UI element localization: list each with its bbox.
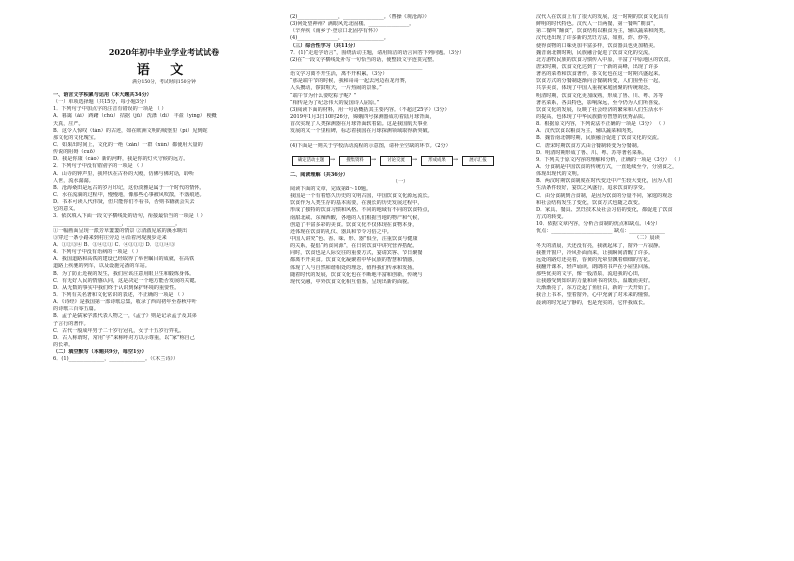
text-line: 传说的阻碍（cuō） (53, 149, 98, 156)
text-line: 道路上疾驰的列车，以及设施完备的车站。 (53, 263, 150, 270)
text-line: 的关系，提倡“药食同源”，在日常饮食中讲究营养搭配。 (290, 243, 418, 250)
text-line: 6．(1)______________，______________。（《木兰诗》） (53, 356, 179, 363)
text-line: 还体现在饮食的礼仪、器具和节令习俗之中。 (290, 228, 392, 235)
text-line: （一） (392, 178, 409, 185)
text-line: (3)阅读下面的材料，用一句话概括其主要内容。（不超过25字）（3分） (290, 106, 450, 113)
text-line: A．山寺的钟声里，我拜伏在古朴的大殿，仿佛与佛对话，聆听 (53, 170, 195, 177)
text-line: ____________________________________________________ (290, 63, 423, 70)
text-line: 我合上书本，望着窗外，心中充满了对未来的憧憬。 (536, 292, 654, 299)
flow-step: 形成成果 (421, 156, 453, 166)
text-line: D．家具、餐具、烹饪技术及社会习俗的变化，都促进了饮食 (536, 206, 673, 213)
text-line: 都离不开美食。饮食文化凝聚着中华民族的智慧和情感， (290, 257, 418, 264)
text-line: 使得食物的口味更加丰富多样，饮食器具也更加精美。 (536, 42, 659, 49)
text-line: B．沧海桑田是远古的岁月印记，这份淡雅是属于一个时代的情怀。 (53, 184, 205, 191)
text-line: （一）单项选择题（共15分，每小题3分） (53, 99, 150, 106)
text-line: 北方游牧民族的饮食习惯传入中原，丰富了中原地区的饮食。 (536, 56, 674, 63)
exam-meta: 满分150分，考试时间150分钟 (132, 80, 196, 85)
text-line: 魏晋南北朝时期，民族融合促进了饮食文化的交流， (536, 49, 654, 56)
arrow-icon: → (371, 155, 377, 163)
text-line: ③穿过一条小路来到村庄旁边 ④沿着河堤漫步走来 (53, 234, 167, 241)
text-line: “那是端午节的时候，我和哥哥一起去河边看龙舟赛， (290, 78, 410, 85)
text-line: 饮食文化的发展，反映了社会经济的繁荣和人们生活水平 (536, 106, 664, 113)
text-line: 形成了独特的饮食习惯和风格。不同的地域有不同的饮食特点， (290, 207, 433, 214)
flow-step: 确定活动主题 (292, 156, 330, 166)
text-line: 的长辈。 (53, 341, 74, 348)
text-line: 人世，流水潺潺。 (53, 177, 94, 184)
section-heading: （三）综合性学习（共11分） (290, 42, 359, 49)
text-line: 那些优美的文字，像一股清泉，流进我的心田， (536, 271, 643, 278)
arrow-icon: → (412, 155, 418, 163)
arrow-icon: → (453, 155, 459, 163)
column-1-body (53, 92, 275, 363)
text-line: D．我是你康（cáo）新的河畔，我是你的灯火守候的远方。 (53, 156, 189, 163)
text-line: “端午节为什么要吃粽子呢？” (290, 92, 357, 99)
text-line: 明清时期，饮食文化更加成熟，形成了鲁、川、粤、苏等 (536, 92, 664, 99)
text-line: B．孟子是儒家学派代表人物之一，《孟子》则是记录孟子及其弟 (53, 313, 197, 320)
text-line: A．《诗经》是我国第一部诗歌总集，收录了西周初年至春秋中叶 (53, 299, 197, 306)
column-3 (536, 14, 758, 555)
text-line: 4．下列句子中没有语病的一项是 （ ） (53, 249, 141, 256)
text-line: 同时，饮食也是人际交往的重要方式，宴请宾客、节日聚餐 (290, 250, 423, 257)
text-line: 2．下列句子中没有错别字的一项是 （ ） (53, 163, 147, 170)
text-line: 人头攒动，锣鼓喧天，一片热闹的景象。” (290, 85, 382, 92)
text-line: 5．下列有关名著和文化常识的表述，不正确的一项是 （ ） (53, 291, 187, 298)
text-line: 优点：________________________ 缺点：______________ (536, 228, 665, 235)
flow-step: 搜集资料 (339, 156, 371, 166)
text-line: 创造了丰富多彩的美食。饮食文化不仅体现在食物本身， (290, 221, 418, 228)
text-line: 那文化的文化瑰宝。 (53, 134, 99, 141)
text-line: 晨读的时光是宁静的，也是充实的，它伴我成长。 (536, 299, 649, 306)
text-line: 10．依据文章内容，分析合食制的优点和缺点。（4分） (536, 221, 661, 228)
text-line: A．分食制是中国饮食的传统方式，一直延续至今，分别食之， (536, 163, 678, 170)
text-line: 随着时代的发展，饮食文化也在不断地丰富和创新，传统与 (290, 271, 423, 278)
text-line: 我推开窗户，冷风扑面而来，让我瞬间清醒了许多。 (536, 249, 654, 256)
text-line: 汉代人在饮食上有了很大的发展，这一时期的饮食文化具有 (536, 14, 669, 20)
text-line: 现代交融，中外饮食文化相互借鉴，呈现出新的面貌。 (290, 278, 413, 285)
text-line: 3．依次填入下面一段文字横线处的语句，衔接最恰当的一项是（ ） (53, 213, 206, 220)
text-line: (2)在“一段文字横线处补写一句恰当的话，使整段文字连贯完整。 (290, 56, 438, 63)
text-line: 体现出现代的文明。 (536, 171, 582, 178)
text-line: (3)何处望神州？满眼风光北固楼。________________。 (290, 21, 415, 28)
text-line: 7．(1)“走进学语言”，围绕活动主题，请用简洁的语言回答下列问题。（3分） (290, 49, 465, 56)
flow-step: 讨论交流 (380, 156, 412, 166)
text-line: B．魏晋南北朝时期，民族融合促进了饮食文化的交流。 (536, 135, 662, 142)
text-line: 冬天的清晨，天还没有亮，我就起床了，窗外一片寂静。 (536, 242, 664, 249)
text-line: 9．下列关于原文内容的理解和分析，正确的一项是（3分） （ ） (536, 156, 684, 163)
text-line: C．由分食制到合食制，是因为饮食的分量不同，家庭的观念 (536, 192, 673, 199)
arrow-icon: → (330, 155, 336, 163)
text-line: (4)________________，________________。 (290, 35, 389, 42)
column-2-body (290, 14, 511, 286)
text-line: A．我国道路和高铁的建设已经取得了举世瞩目的成就，在高铁 (53, 256, 195, 263)
text-line: 唐宋时期，饮食文化达到了一个新的高峰，出现了许多 (536, 63, 659, 70)
text-line: 和社会结构发生了变化，饮食方式也随之改变。 (536, 199, 643, 206)
text-line: 8．根据原文内容，下列说法不正确的一项是（3分） （ ） (536, 121, 668, 128)
text-line: C．有无好人民的情感认同，这是决定一个地方能否发展的关键。 (53, 277, 200, 284)
exam-title: 2020年初中毕业学业考试试卷 (108, 47, 220, 57)
text-line: 第二餐叫“餔食”，饮食结构以粮食为主，辅以蔬菜和肉类。 (536, 28, 669, 35)
text-line: 1．下列句子中加点字的注音有错误的一项是 （ ） (53, 106, 167, 113)
text-line: D．书本可读人代伟贤，但只能你们不看书，否则书籍就会失去 (53, 199, 195, 206)
text-line: 共享美食，体现了中国人重视家庭团聚的传统观念。 (536, 85, 654, 92)
text-line: A．暮霭（ǎi） 踌躇（chú） 拮据（jū） 洗涤（dí） 丰盈（yíng） 梗概 (53, 113, 217, 120)
text-line: D．明清时期形成了鲁、川、粤、苏等著名菜系。 (536, 149, 648, 156)
text-line: B．两汉时期饮食制度在时代变迁中产生较大变化，因为人们 (536, 178, 673, 185)
text-line: 我翻开课本，轻声诵读，朗朗的书声在小屋里回荡。 (536, 263, 654, 270)
column-3-body (536, 14, 758, 307)
flow-step: 展示汇报 (462, 156, 494, 166)
text-line: ___________________________，___________________。 (53, 220, 181, 227)
section-heading: 二、阅读理解（共36分） (290, 171, 349, 178)
text-line: 天真，庄严。 (53, 120, 84, 127)
text-line: 著名的菜肴和饮食著作，茶文化也在这一时期兴盛起来。 (536, 71, 664, 78)
text-line: 汉代还出现了许多新的烹饪方法，如煎、炸、炒等， (536, 35, 654, 42)
text-line: 我国是一个有着悠久历史的文明古国，中国饮食文化源远流长。 (290, 193, 433, 200)
text-line: 的诗歌三百零五篇。 (53, 306, 99, 313)
text-line: 中国人讲究“色、香、味、形、器”俱全，注重饮食与健康 (290, 235, 418, 242)
text-line: 子言行的著作。 (53, 320, 89, 327)
text-line: C．唐宋时期饮食方式由合餐制转变为分餐制。 (536, 142, 642, 149)
text-line: 它的意义。 (53, 206, 79, 213)
flow-diagram (290, 154, 511, 168)
text-line: “相传是为了纪念伟大的爱国诗人屈原。” (290, 99, 380, 106)
text-line: C．古代一般成年男子二十岁行冠礼，女子十五岁行笄礼。 (53, 327, 185, 334)
text-line: 著名菜系，各具特色，影响深远，至今仍为人们所喜爱。 (536, 99, 664, 106)
text-line: 生活条件较好，宴饮之风盛行，追求饮食的享受。 (536, 185, 649, 192)
text-line: 阅读下面的文章，完成第8～10题。 (290, 185, 372, 192)
column-1 (53, 14, 275, 555)
text-line: D．从无数的事实中我们终于认识到保护环境的重要性。 (53, 284, 180, 291)
text-line: 发展的又一个里程碑，标志着我国在月球探测领域取得新突破。 (290, 128, 433, 135)
text-line: C．如果出时间上，文化的一绝（zǎn）一群（xún）都使用大量的 (53, 141, 203, 148)
text-line: （二）晨读 (634, 235, 660, 242)
text-line: B．为了防止近视的发生，我们应该注意用眼卫生和锻炼身体。 (53, 270, 195, 277)
text-line: ____________________________________________________ (290, 135, 423, 142)
text-line: ①一幅画面呈现一派芳草萋萋的情景 ②清澈见底的溪水映出 (53, 227, 188, 234)
text-line: 语文学习离不开生活，离不开积累。（3分） (290, 71, 388, 78)
text-line: 饮食方式的分餐制逐渐向合餐制转变，人们围坐在一起， (536, 78, 664, 85)
text-line: 让我感受到知识的力量和读书的快乐，温暖而美好。 (536, 278, 654, 285)
text-line: D．古人称谓时，常用“字”来称呼对方以示尊重，以“家”称自己 (53, 334, 195, 341)
text-line: C．水在流淌的过程中，慢慢地，像那些心事被风吹散，不落痕迹。 (53, 191, 205, 198)
text-line: 南甜北咸、东辣西酸，各地的人们根据当地的物产和气候， (290, 214, 423, 221)
text-line: 鲜明的时代特色。汉代人一日两餐，第一餐叫“朝食”， (536, 21, 659, 28)
text-line: (2)________________，________________。（曹操《观沧海》） (290, 14, 430, 20)
section-heading: 一、语言文字积累与运用（本大题共34分） (53, 92, 152, 98)
text-line: A．①②③④ B．③④②① C．④③①② D．②①④③ (53, 241, 176, 248)
text-line: A．汉代饮食以粮食为主，辅以蔬菜和肉类。 (536, 128, 637, 135)
text-line: 体现了人与自然和谐相处的理念，值得我们传承和发扬。 (290, 264, 418, 271)
text-line: 饮食作为人类生存的基本需要，在漫长的历史发展过程中， (290, 200, 423, 207)
text-line: 的提高，也体现了中华民族勤劳智慧的优秀品质。 (536, 113, 649, 120)
column-2 (290, 14, 511, 555)
text-line: （辛弃疾《南乡子·登京口北固亭有怀》） (290, 28, 381, 35)
text-line: B．这令人惊叹（tàn）的古迹，如在欧洲文明的城堡里（pí）见到蛇 (53, 127, 208, 134)
subject-title: 语 文 (136, 63, 192, 78)
text-line: 方式的转变。 (536, 213, 567, 220)
section-heading: （二）填空默写（本题共9分，每空1分） (53, 349, 147, 356)
text-line: 远处的路灯还亮着，昏黄的光晕里飘着细细的雪花。 (536, 256, 654, 263)
text-line: 首次实现了人类探测器在月球背面软着陆。这是我国航天事业 (290, 121, 428, 128)
text-line: 2019年1月3日10时26分，嫦娥四号探测器成功着陆月球背面， (290, 113, 435, 120)
text-line: (4)下面是一则关于学校活动流程的示意图，请补全空缺的环节。（2分） (290, 142, 451, 149)
text-line: 天渐渐亮了，东方泛起了鱼肚白，新的一天开始了。 (536, 285, 654, 292)
